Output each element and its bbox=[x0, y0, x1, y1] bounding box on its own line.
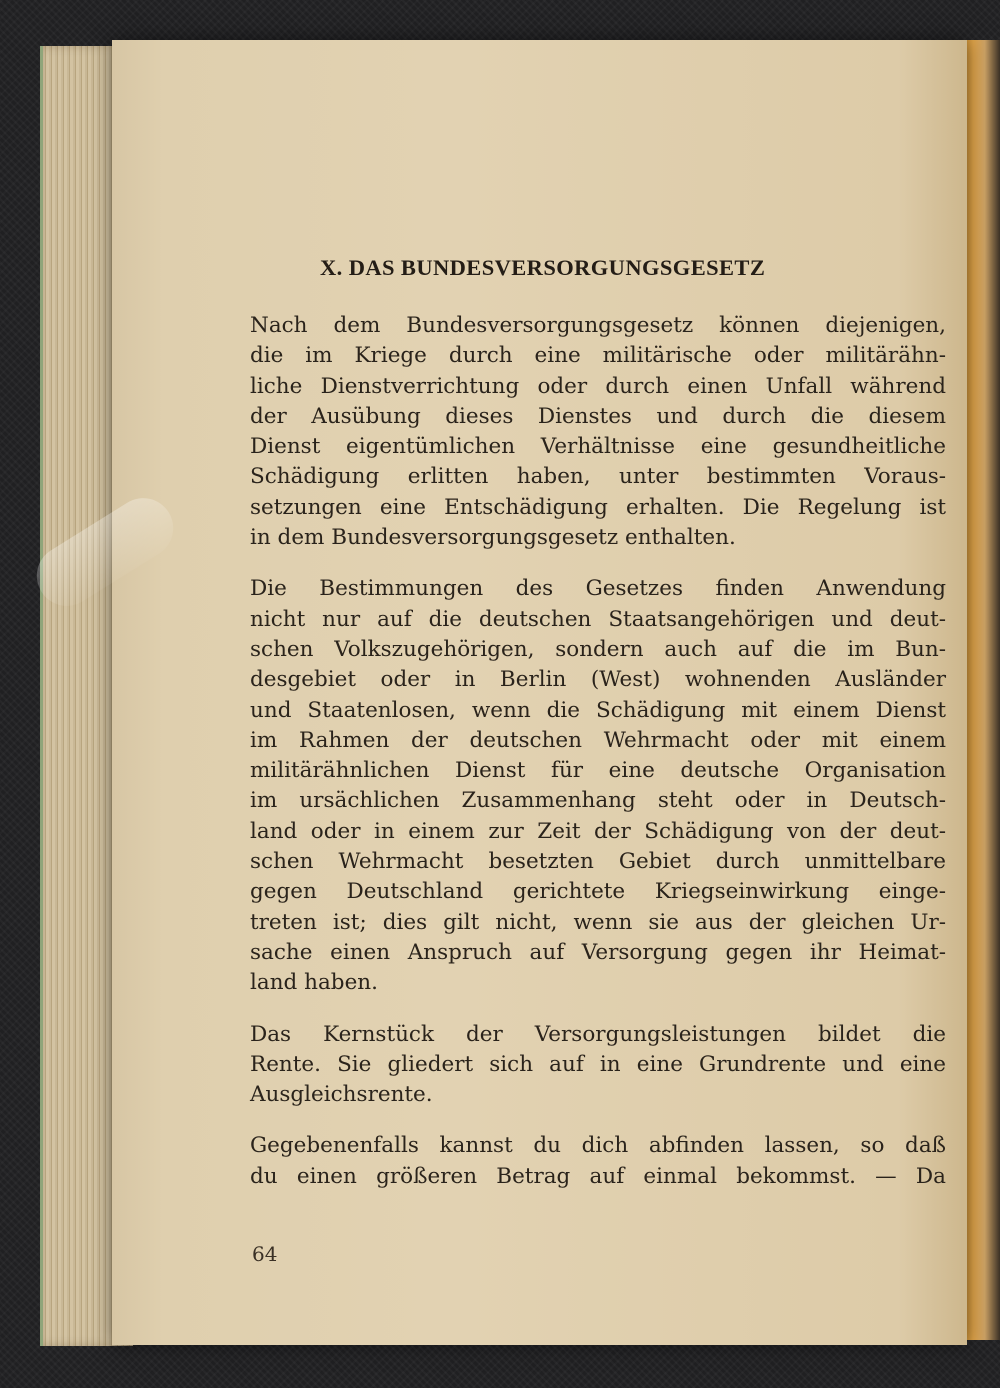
text-line: liche Dienstverrichtung oder durch einen Unfall während bbox=[250, 373, 946, 399]
text-line: in dem Bundesversorgungsgesetz enthalten. bbox=[250, 525, 736, 551]
chapter-title: X. DAS BUNDESVERSORGUNGSGESETZ bbox=[320, 255, 766, 280]
text-line: schen Wehrmacht besetzten Gebiet durch unmittelbare bbox=[250, 849, 946, 875]
text-line: Nach dem Bundesversorgungsgesetz können diejenigen, bbox=[250, 313, 946, 338]
text-line: desgebiet oder in Berlin (West) wohnenden Ausländer bbox=[250, 667, 946, 693]
paragraph bbox=[250, 311, 946, 553]
text-line: Die Bestimmungen des Gesetzes finden Anwendung bbox=[250, 576, 946, 602]
text-line: land haben. bbox=[250, 970, 378, 996]
text-line: du einen größeren Betrag auf einmal bekommst. — Da bbox=[250, 1163, 946, 1189]
page-number: 64 bbox=[252, 1242, 278, 1266]
text-line: Rente. Sie gliedert sich auf in eine Grundrente und eine bbox=[250, 1051, 946, 1077]
text-line: Dienst eigentümlichen Verhältnisse eine gesundheitliche bbox=[250, 434, 946, 460]
text-line: im Rahmen der deutschen Wehrmacht oder mit einem bbox=[250, 727, 946, 753]
text-line: militärähnlichen Dienst für eine deutsche Organisation bbox=[250, 758, 946, 784]
text-line: und Staatenlosen, wenn die Schädigung mit einem Dienst bbox=[250, 697, 946, 723]
text-line: die im Kriege durch eine militärische oder militärähn- bbox=[250, 343, 946, 369]
text-line: Gegebenenfalls kannst du dich abfinden lassen, so daß bbox=[250, 1133, 946, 1159]
paragraph bbox=[250, 1131, 946, 1192]
text-line: treten ist; dies gilt nicht, wenn sie aus der gleichen Ur- bbox=[250, 909, 946, 935]
paragraph bbox=[250, 1020, 946, 1111]
book-spine-edge bbox=[962, 40, 1000, 1340]
text-line: setzungen eine Entschädigung erhalten. Die Regelung ist bbox=[250, 494, 946, 520]
text-column bbox=[250, 255, 946, 1213]
paragraph bbox=[250, 574, 946, 998]
text-line: im ursächlichen Zusammenhang steht oder in Deutsch- bbox=[250, 788, 946, 814]
text-line: der Ausübung dieses Dienstes und durch die diesem bbox=[250, 403, 946, 429]
text-line: gegen Deutschland gerichtete Kriegseinwirkung einge- bbox=[250, 879, 946, 905]
text-line: nicht nur auf die deutschen Staatsangehörigen und deut- bbox=[250, 606, 946, 632]
text-line: Das Kernstück der Versorgungsleistungen bildet die bbox=[250, 1021, 946, 1047]
text-line: Schädigung erlitten haben, unter bestimmten Voraus- bbox=[250, 464, 946, 490]
text-line: sache einen Anspruch auf Versorgung gegen ihr Heimat- bbox=[250, 939, 946, 965]
text-line: Ausgleichsrente. bbox=[250, 1082, 433, 1108]
text-line: schen Volkszugehörigen, sondern auch auf die im Bun- bbox=[250, 636, 946, 662]
text-line: land oder in einem zur Zeit der Schädigung von der deut- bbox=[250, 818, 946, 844]
